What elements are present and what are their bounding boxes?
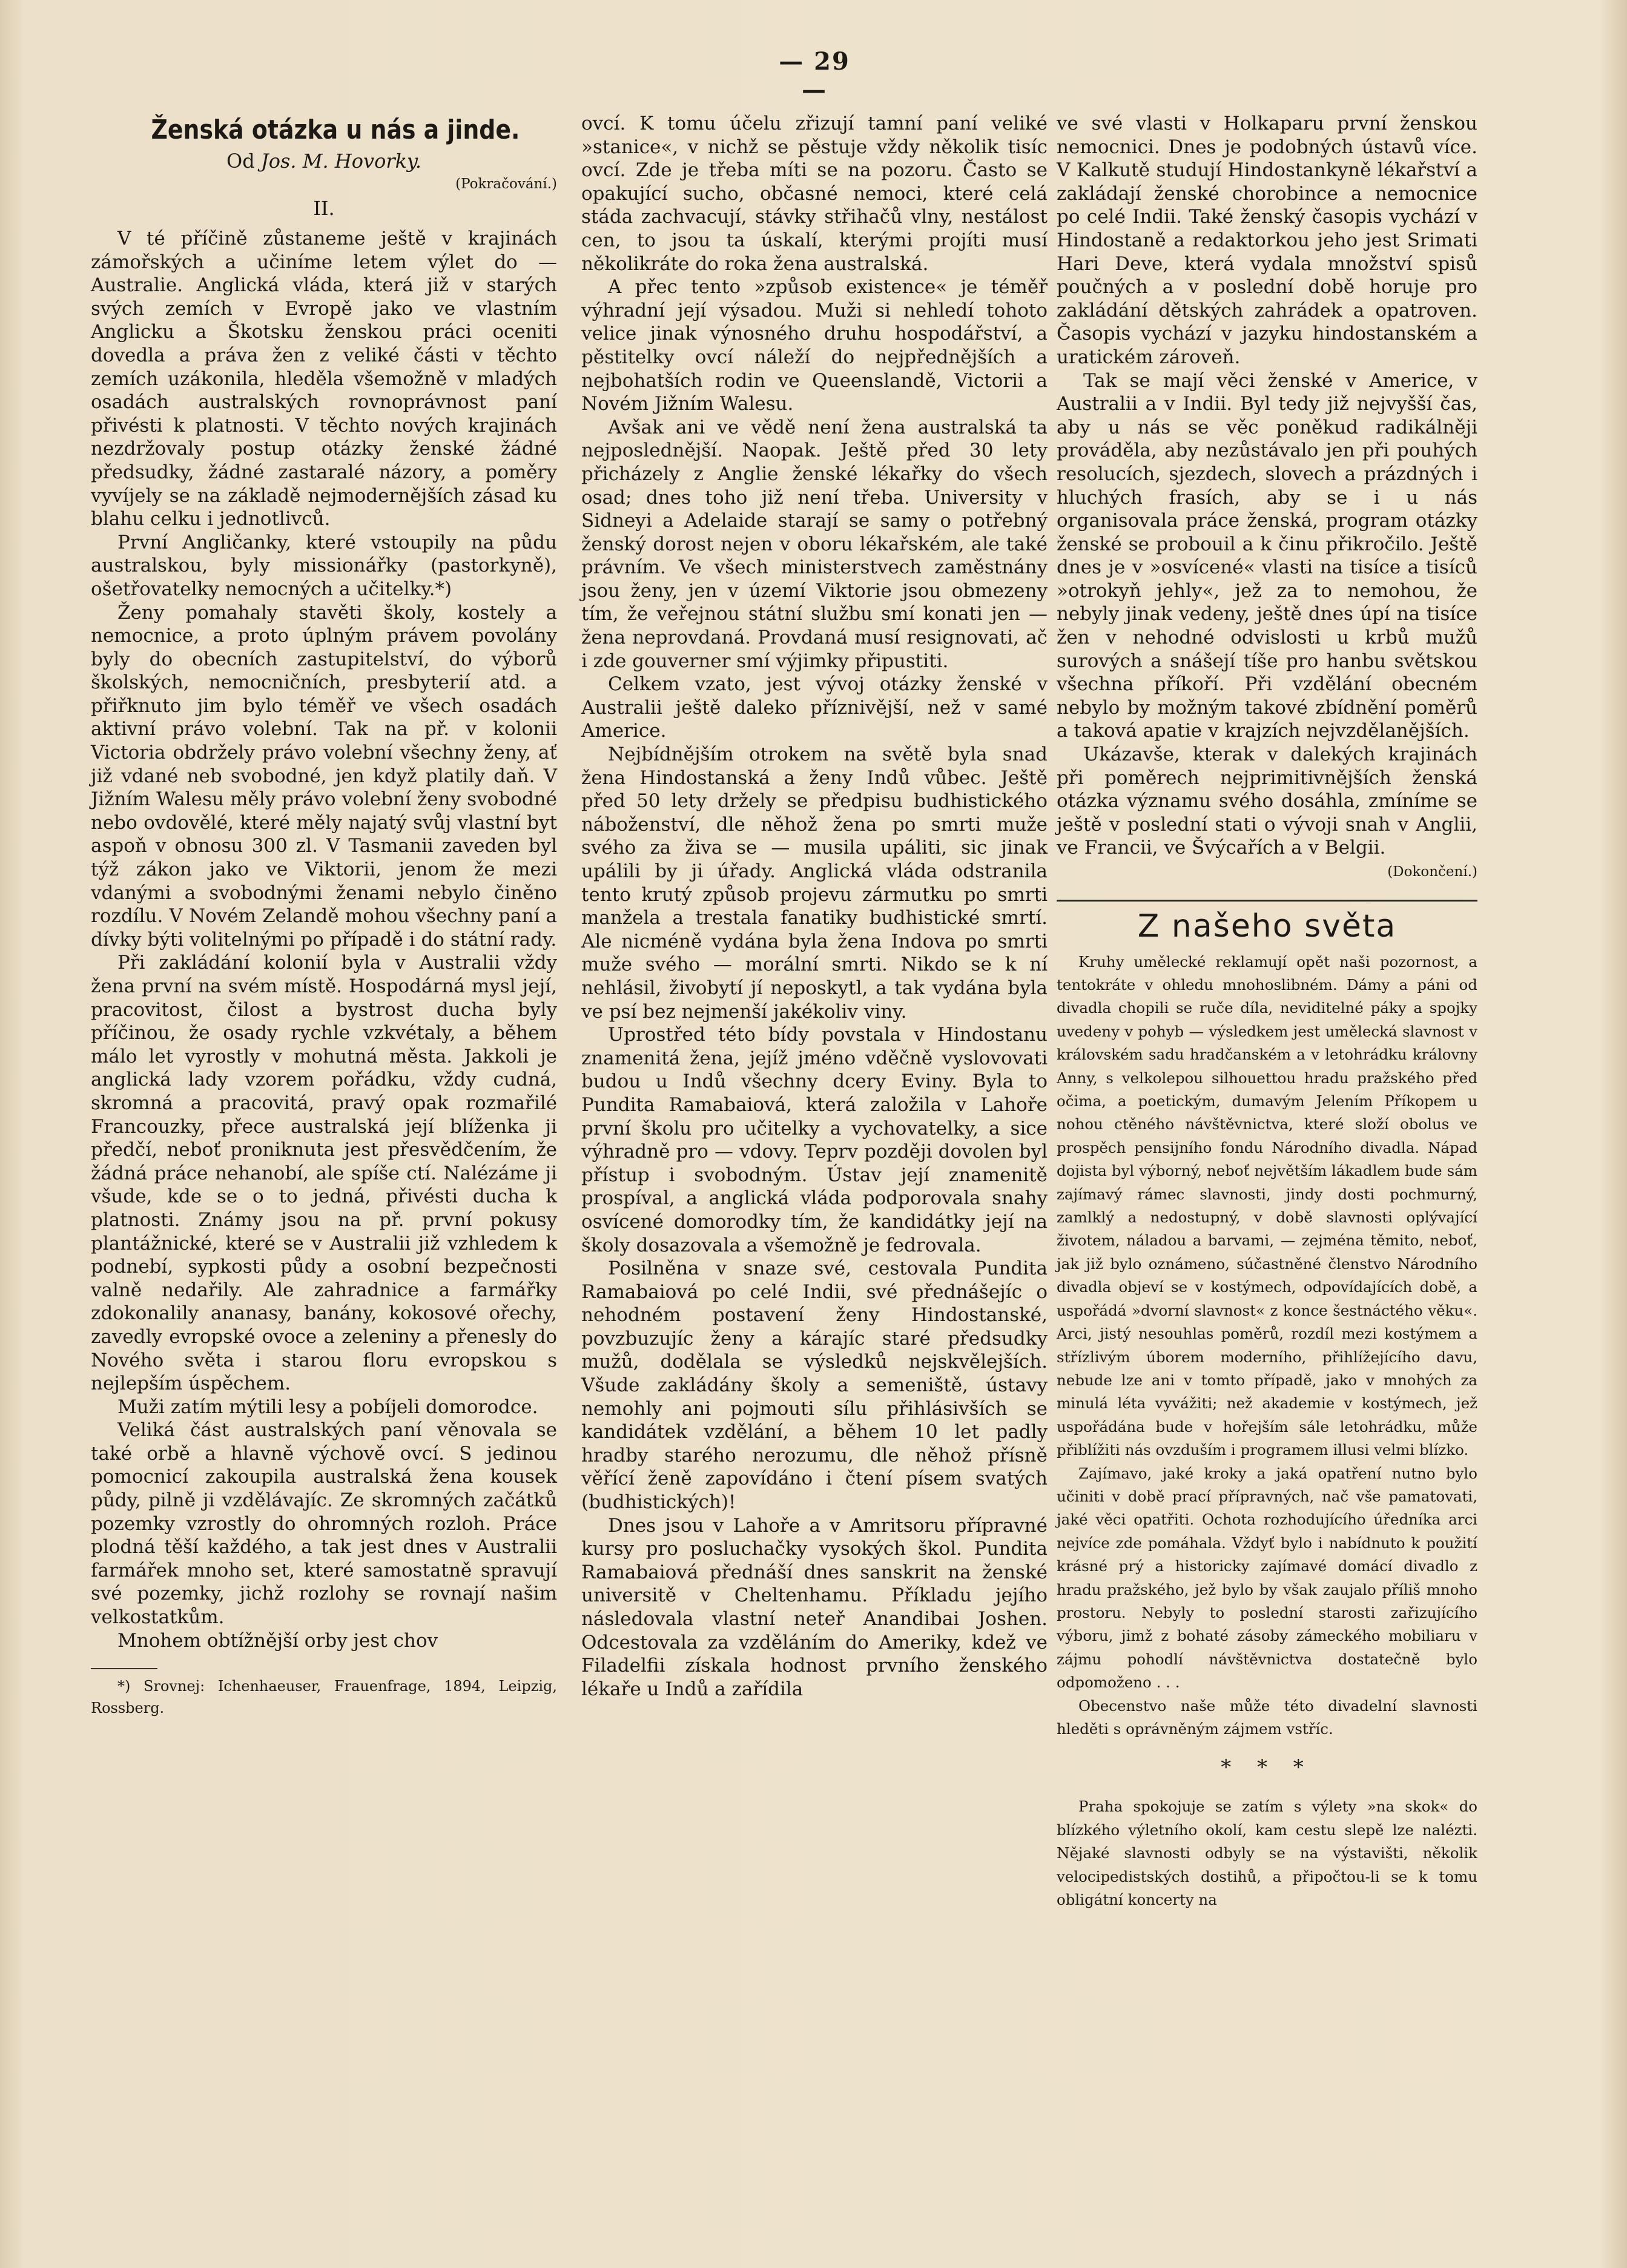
paragraph: Avšak ani ve vědě není žena australská ta nejposlednější. Naopak. Ještě před 30 lety přicházely z Anglie ženské lékařky do všech osad; dnes toho již není třeba. University v Sidneyi a Adelaide starají se samy o potřebný ženský dorost nejen v oboru lékařském, ale také právním. Ve všech ministerstvech zaměstnány jsou ženy, jen v území Viktorie jsou obmezeny tím, že veřejnou státní službu smí konati jen — žena neprovdaná. Provdaná musí resignovati, ač i zde gouverner smí výjimky připustiti. bbox=[581, 416, 1048, 672]
paragraph: Tak se mají věci ženské v Americe, v Australii a v Indii. Byl tedy již nejvyšší čas, aby u nás se věc poněkud radikálněji prováděla, aby nezůstávalo jen při pouhých resolucích, sjezdech, slovech a prázdných i hluchých frasích, aby se i u nás organisovala práce ženská, program otázky ženské se probouil a k činu přikročilo. Ještě dnes je v »osvícené« vlasti na tisíce a tisíců »otrokyň jehly«, jež za to nemohou, že nebyly jinak vedeny, ještě dnes úpí na tisíce žen v nehodné odvislosti u krbů mužů surových a snášejí tíše pro hanbu světskou všechna příkoří. Při vzdělání obecném nebylo by možným takové zbídnění poměrů a taková apatie v krajzích nejvzdělanějších. bbox=[1057, 369, 1477, 742]
paragraph: Veliká část australských paní věnovala se také orbě a hlavně výchově ovcí. S jedinou pomocnicí zakoupila australská žena kousek půdy, pilně ji vzdělávajíc. Ze skromných začátků pozemky vzrostly do ohromných rozloh. Práce plodná těší každého, a tak jest dnes v Australii farmářek mnoho set, které samostatně spravují své pozemky, jichž rozlohy se rovnají našim velkostatkům. bbox=[91, 1419, 557, 1629]
paragraph: Mnohem obtížnější orby jest chov bbox=[117, 1629, 438, 1652]
section-title: Z našeho světa bbox=[1137, 908, 1397, 944]
conclusion-note: (Dokončení.) bbox=[1387, 864, 1477, 880]
continuation-note: (Pokračování.) bbox=[455, 176, 557, 192]
section-separator-stars: * * * bbox=[1221, 1755, 1313, 1780]
footnote-divider bbox=[91, 1668, 157, 1669]
author-prefix: Od bbox=[226, 150, 255, 173]
paragraph: Praha spokojuje se zatím s výlety »na skok« do blízkého výletního okolí, kam cestu slepě lze nalézti. Nějaké slavnosti odbyly se na výstavišti, několik velocipedistských dostihů, a připočtou-li se k tomu obligátní koncerty na bbox=[1057, 1798, 1477, 1909]
paragraph: První Angličanky, které vstoupily na půdu australskou, byly missionářky (pastorkyně), ošetřovatelky nemocných a učitelky.*) bbox=[91, 531, 557, 600]
paragraph: Muži zatím mýtili lesy a pobíjeli domorodce. bbox=[117, 1396, 538, 1418]
section-body bbox=[1057, 951, 1477, 1912]
part-number: II. bbox=[313, 197, 335, 220]
paragraph: Kruhy umělecké reklamují opět naši pozornost, a tentokráte v ohledu mnohoslibném. Dámy a páni od divadla chopili se ruče díla, neviditelné páky a spojky uvedeny v pohyb — výsledkem jest umělecká slavnost v královském sadu hradčanském a v letohrádku královny Anny, s velkolepou silhouettou hradu pražského před očima, a poetickým, dumavým Jelením Příkopem u nohou ctěného návštěvnictva, které složí obolus ve prospěch pensijního fondu Národního divadla. Nápad dojista byl výborný, neboť největším lákadlem bude sám zajímavý rámec slavnosti, jindy dosti pochmurný, zamlklý a nedostupný, v době slavnosti oplývající životem, náladou a barvami, — zejména těmito, neboť, jak již bylo oznámeno, súčastněné členstvo Národního divadla objeví se v kostýmech, odpovídajících době, a uspořádá »dvorní slavnost« z konce šestnáctého věku«. Arci, jistý nesouhlas poměrů, rozdíl mezi kostýmem a střízlivým úborem moderního, přihlížejícího davu, nebude lze ani v tomto případě, jako v mnohých za minulá léta vyvážiti; než akademie v kostýmech, jež uspořádána bude v hořejším sále letohrádku, může přiblížiti nás ovzduším i programem illusi velmi blízko. bbox=[1057, 952, 1477, 1459]
column-2 bbox=[581, 112, 1048, 1701]
paragraph: Obecenstvo naše může této divadelní slavnosti hleděti s oprávněným zájmem vstříc. bbox=[1057, 1696, 1477, 1738]
article-author bbox=[91, 148, 557, 174]
footnote: *) Srovnej: Ichenhaeuser, Frauenfrage, 1894, Leipzig, Rossberg. bbox=[91, 1678, 557, 1717]
article-title: Ženská otázka u nás a jinde. bbox=[151, 114, 520, 145]
column-1 bbox=[91, 112, 557, 1719]
paragraph: Při zakládání kolonií byla v Australii vždy žena první na svém místě. Hospodárná mysl její, pracovitost, čilost a bystrost ducha byly příčinou, že osady rychle vzkvétaly, a během málo let vyrostly v mohutná města. Jakkoli je anglická lady vzorem pořádku, vždy cudná, skromná a pracovitá, pravý opak rozmařilé Francouzky, přece australská její blíženka ji předčí, neboť proniknuta jest přesvědčením, že žádná práce nehanobí, ale spíše ctí. Nalézáme ji všude, kde se o to jedná, přivésti ducha k platnosti. Známy jsou na př. první pokusy plantážnické, které se v Australii již vzhledem k podnebí, sypkosti půdy a osobní bezpečnosti valně nedařily. Ale zahradnice a farmářky zdokonalily ananasy, banány, kokosové ořechy, zavedly evropské ovoce a zeleniny a přenesly do Nového světa i starou floru evropskou s nejlepším úspěchem. bbox=[91, 952, 557, 1395]
paragraph: Nejbídnějším otrokem na světě byla snad žena Hindostanská a ženy Indů vůbec. Ještě před 50 lety držely se předpisu budhistického náboženství, dle něhož žena po smrti muže svého za živa se — musila upáliti, sic jinak upálili by ji úřady. Anglická vláda odstranila tento krutý způsob projevu zármutku po smrti manžela a trestala fanatiky budhistické smrtí. Ale nicméně vydána byla žena Indova po smrti muže svého — morální smrti. Nikdo se k ní nehlásil, živobytí jí neposkytl, a tak vydána byla ve psí bez nejmenší jakékoliv viny. bbox=[581, 743, 1048, 1023]
section-divider bbox=[1057, 900, 1477, 902]
author-name: Jos. M. Hovorky. bbox=[260, 150, 422, 173]
column-3 bbox=[1057, 112, 1477, 1911]
paragraph: A přec tento »způsob existence« je téměř výhradní její výsadou. Muži si nehledí tohoto velice jinak výnosného druhu hospodářství, a pěstitelky ovcí náleží do nejpřednějších a nejbohatších rodin ve Queenslandě, Victorii a Novém Jižním Walesu. bbox=[581, 276, 1048, 415]
paragraph: Uprostřed této bídy povstala v Hindostanu znamenitá žena, jejíž jméno vděčně vyslovovati budou u Indů všechny dcery Eviny. Byla to Pundita Ramabaiová, která založila v Lahoře první školu pro učitelky a vychovatelky, a sice výhradně pro — vdovy. Teprv později dovolen byl přístup i svobodným. Ústav její znamenitě prospíval, a anglická vláda podporovala snahy osvícené domorodky tím, že kandidátky její na školy dosazovala a všemožně je fedrovala. bbox=[581, 1024, 1048, 1256]
paragraph: ve své vlasti v Holkaparu první ženskou nemocnici. Dnes je podobných ústavů více. V Kalkutě studují Hindostankyně lékařství a zakládají ženské chorobince a nemocnice po celé Indii. Také ženský časopis vychází v Hindostaně a redaktorkou jeho jest Srimati Hari Deve, která vydala množství spisů poučných a v poslední době horuje pro zakládání dětských zahrádek a opatroven. Časopis vychází v jazyku hindostanském a uratickém zároveň. bbox=[1057, 113, 1477, 368]
paragraph: Posilněna v snaze své, cestovala Pundita Ramabaiová po celé Indii, své přednášejíc o nehodném postavení ženy Hindostanské, povzbuzujíc ženy a kárajíc staré předsudky mužů, dodělala se výsledků nejskvělejších. Všude zakládány školy a semeniště, ústavy nemohly ani pojmouti sílu přihlásivších se kandidátek vzdělání, a během 10 let padly hradby starého nerozumu, dle něhož přísně věřící ženě zapovídáno i čtení písem svatých (budhistických)! bbox=[581, 1258, 1048, 1514]
paragraph: Celkem vzato, jest vývoj otázky ženské v Australii ještě daleko příznivější, než v samé Americe. bbox=[581, 673, 1048, 742]
paragraph: Zajímavo, jaké kroky a jaká opatření nutno bylo učiniti v době prací přípravných, nač vše pamatovati, jaké věci opatřiti. Ochota rozhodujícího úředníka arci nejvíce zde pomáhala. Vždyť bylo i nabídnuto k použití krásné prý a historicky zajímavé domácí divadlo z hradu pražského, jež bylo by však zaujalo příliš mnoho prostoru. Nebyly to poslední starosti zařizujícího výboru, jimž z bohaté zásoby zámeckého mobiliaru v zájmu pohodlí návštěvnictva dostatečně bylo odpomoženo . . . bbox=[1057, 1464, 1477, 1692]
paragraph: Ženy pomahaly stavěti školy, kostely a nemocnice, a proto úplným právem povolány byly do obecních zastupitelství, do výborů školských, nemocničních, presbyterií atd. a přiřknuto jim bylo téměř ve všech osadách aktivní právo volební. Tak na př. v kolonii Victoria obdržely právo volební všechny ženy, ať již vdané neb svobodné, jen když platily daň. V Jižním Walesu měly právo volební ženy svobodné nebo ovdovělé, které měly najatý svůj vlastní byt aspoň v obnosu 300 zl. V Tasmanii zaveden byl týž zákon jako ve Viktorii, jenom že mezi vdanými a svobodnými ženami nebylo činěno rozdílu. V Novém Zelandě mohou všechny paní a dívky býti volitelnými po případě i do státní rady. bbox=[91, 601, 557, 951]
page-number: — 29 — bbox=[779, 47, 850, 104]
paragraph: Ukázavše, kterak v dalekých krajinách při poměrech nejprimitivnějších ženská otázka významu svého dosáhla, zmíníme se ještě v poslední stati o vývoji snah v Anglii, ve Francii, ve Švýcařích a v Belgii. bbox=[1057, 743, 1477, 859]
paragraph: Dnes jsou v Lahoře a v Amritsoru přípravné kursy pro posluchačky vysokých škol. Pundita Ramabaiová přednáší dnes sanskrit na ženské universitě v Cheltenhamu. Příkladu jejího následovala vlastní neteř Anandibai Joshen. Odcestovala za vzděláním do Ameriky, kdež ve Filadelfii získala hodnost prvního ženského lékaře u Indů a zařídila bbox=[581, 1514, 1048, 1700]
paragraph: V té příčině zůstaneme ještě v krajinách zámořských a učiníme letem výlet do — Australie. Anglická vláda, která již v starých svých zemích v Evropě jako ve vlastním Anglicku a Škotsku ženskou práci oceniti dovedla a práva žen z veliké části v těchto zemích uzákonila, hleděla všemožně v mladých osadách australských rovnoprávnost paní přivésti k platnosti. V těchto nových krajinách nezdržovaly postup otázky ženské žádné předsudky, žádné zastaralé názory, a poměry vyvíjely se na základě nejmodernějších zásad ku blahu celku i jednotlivců. bbox=[91, 228, 557, 530]
paragraph: ovcí. K tomu účelu zřizují tamní paní veliké »stanice«, v nichž se pěstuje vždy několik tisíc ovcí. Zde je třeba míti se na pozoru. Často se opakující sucho, občasné nemoci, které celá stáda zachvacují, stávky střihačů vlny, nestálost cen, to jsou ta úskalí, kterými projíti musí několikráte do roka žena australská. bbox=[581, 113, 1048, 275]
